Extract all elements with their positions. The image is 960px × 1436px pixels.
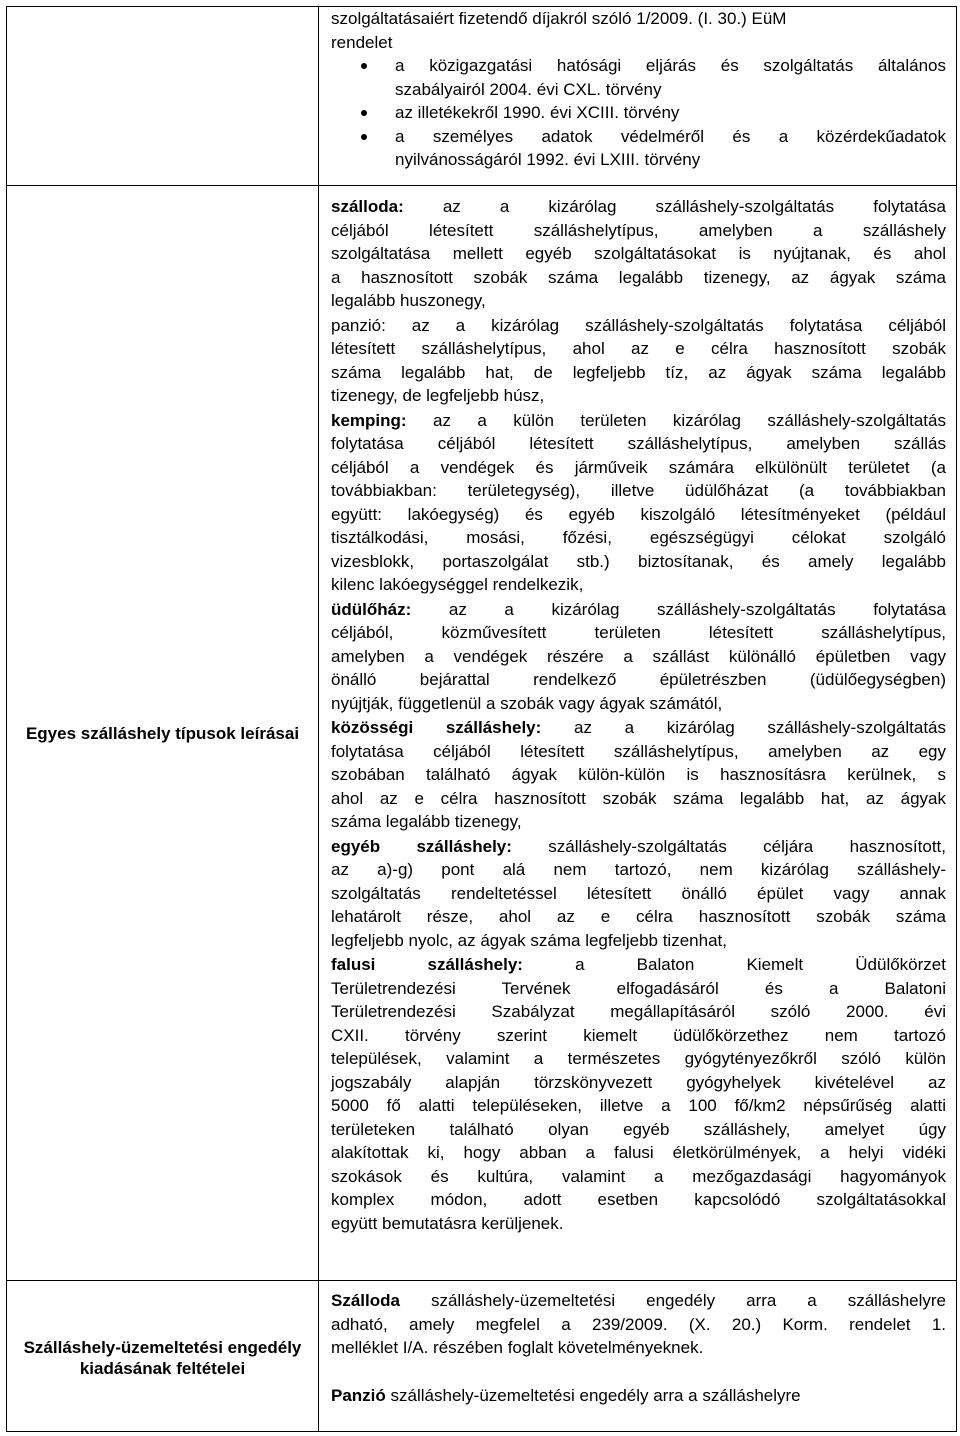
row-header-cell [7,7,319,186]
definition-paragraph [331,835,946,953]
definition-paragraph [331,314,946,408]
line-text: céljából létesített szálláshelytípus, amelyben a szálláshely [331,220,946,240]
text-line [331,882,946,906]
line-text: létesített szálláshelytípus, ahol az e célra hasznosított szobák [331,339,946,358]
list-item [331,101,946,125]
text-line [331,645,946,669]
intro-line: rendelet [331,32,393,52]
text-line [331,1289,946,1313]
law-line: a közigazgatási hatósági eljárás és szolgáltatás általános [395,56,946,75]
text-line [331,242,946,266]
row-content-cell [319,7,957,186]
text-line [331,1141,946,1165]
text-line [331,787,946,811]
text-line [331,337,946,361]
law-line: szabályairól 2004. évi CXL. törvény [395,79,662,99]
line-text: legalább huszonegy, [331,291,486,310]
text-line [331,526,946,550]
line-text: önálló bejárattal rendelkező épületrészben (üdülőegységben) [331,670,946,689]
text-line [331,195,946,219]
line-text: folytatása céljából létesített szálláshelytípus, amelyben szállás [331,434,946,453]
line-text: szálláshely-szolgáltatás céljára hasznosított, [548,836,946,856]
line-text: alakítottak ki, hogy abban a falusi életkörülmények, a helyi vidéki [331,1143,946,1162]
term-label: közösségi szálláshely: [331,718,542,737]
line-text: amelyben a vendégek részére a szállást különálló épületben vagy [331,646,946,666]
term-label: Panzió [331,1385,386,1405]
line-text: lehatárolt része, ahol az e célra hasznosított szobák száma [331,907,946,926]
text-line [331,740,946,764]
term-label: Szálloda [331,1291,400,1310]
text-line [331,692,946,716]
row-header-cell [7,186,319,1281]
line-text: Területrendezési Szabályzat megállapításáról szóló 2000. évi [331,1002,946,1021]
bullet-icon [361,63,367,69]
text-line [331,384,946,408]
line-text: a hasznosított szobák száma legalább tizenegy, az ágyak száma [331,267,946,287]
text-line [331,550,946,574]
list-item [331,125,946,172]
line-text: területeken található olyan egyéb szálláshely, amelyet úgy [331,1119,946,1139]
text-line [331,763,946,787]
text-line [331,835,946,859]
definition-paragraph [331,409,946,597]
text-line [331,1024,946,1048]
line-text: települések, valamint a természetes gyógytényezőkről szóló külön [331,1049,946,1068]
law-line: nyilvánosságáról 1992. évi LXIII. törvény [395,150,701,169]
term-label: egyéb szálláshely: [331,836,512,856]
line-text: szolgáltatása mellett egyéb szolgáltatásokat is nyújtanak, és ahol [331,244,946,263]
text-line [331,1000,946,1024]
bullet-icon [361,110,367,116]
text-line [331,361,946,385]
definition-paragraph [331,1384,946,1408]
text-line [331,314,946,338]
line-text: szolgáltatás rendeltetéssel létesített önálló épület vagy annak [331,883,946,903]
term-label: falusi szálláshely: [331,955,523,974]
text-line [331,1047,946,1071]
text-line [331,432,946,456]
line-text: ahol az e célra hasznosított szobák száma legalább hat, az ágyak [331,788,946,808]
text-line [331,1118,946,1142]
table-row [7,7,957,186]
bullet-icon [361,134,367,140]
line-text: továbbiakban: területegység), illetve üdülőházat (a továbbiakban [331,481,946,500]
line-text: az a kizárólag szálláshely-szolgáltatás [573,718,946,737]
regulation-table [6,6,957,1432]
definition-paragraph [331,953,946,1235]
line-text: az a kizárólag szálláshely-szolgáltatás folytatása [442,197,946,216]
line-text: száma legalább tizenegy, [331,812,522,831]
text-line [331,1336,946,1360]
line-text: panzió: az a kizárólag szálláshely-szolgáltatás folytatása céljából [331,315,946,335]
text-line [331,266,946,290]
line-text: a Balaton Kiemelt Üdülőkörzet [575,955,946,974]
text-line [331,1071,946,1095]
conditions-block [319,1281,956,1431]
text-line [331,456,946,480]
text-line [331,1212,946,1236]
definition-paragraph [331,716,946,834]
definition-paragraph [331,195,946,313]
term-label: üdülőház: [331,599,412,619]
line-text: az a kizárólag szálláshely-szolgáltatás folytatása [448,599,946,619]
line-text: legfeljebb nyolc, az ágyak száma legfeljebb tizenhat, [331,930,727,950]
law-line: az illetékekről 1990. évi XCIII. törvény [395,103,680,122]
definitions-block [319,186,956,1236]
row-header-cell [7,1281,319,1432]
text-line [331,409,946,433]
text-line [331,668,946,692]
text-line [331,1165,946,1189]
definition-paragraph [331,1289,946,1360]
line-text: az a külön területen kizárólag szálláshely-szolgáltatás [433,410,946,430]
line-text: CXII. törvény szerint kiemelt üdülőkörzethez nem tartozó [331,1025,946,1045]
table-row [7,1281,957,1432]
row-content-cell [319,1281,957,1432]
line-text: folytatása céljából létesített szálláshelytípus, amelyben az egy [331,741,946,761]
line-text: komplex módon, adott esetben kapcsolódó szolgáltatásokkal [331,1190,946,1209]
line-text: együtt: lakóegység) és egyéb kiszolgáló létesítményeket (például [331,504,946,524]
text-line [331,929,946,953]
line-text: tisztálkodási, mosási, főzési, egészségügyi célokat szolgáló [331,528,946,547]
text-line [331,503,946,527]
text-line [331,810,946,834]
line-text: együtt bemutatásra kerüljenek. [331,1213,564,1233]
row-header-title: Szálláshely-üzemeltetési engedély kiadásának feltételei [23,1338,302,1378]
text-line [331,1188,946,1212]
intro-line: szolgáltatásaiért fizetendő díjakról szóló 1/2009. (I. 30.) EüM [331,9,787,28]
line-text: melléklet I/A. részében foglalt követelményeknek. [331,1338,704,1357]
line-text: Területrendezési Tervének elfogadásáról és a Balatoni [331,978,946,998]
text-line [331,1313,946,1337]
text-line [331,1384,946,1408]
line-text: szokások és kultúra, valamint a mezőgazdasági hagyományok [331,1166,946,1186]
line-text: tizenegy, de legfeljebb húsz, [331,386,545,405]
line-text: szobában található ágyak külön-külön is hasznosításra kerülnek, s [331,765,946,784]
line-text: 5000 fő alatti településeken, illetve a 100 fő/km2 népsűrűség alatti [331,1096,946,1115]
line-text: szálláshely-üzemeltetési engedély arra a szálláshelyre [430,1291,946,1310]
text-line [331,598,946,622]
definition-paragraph [331,598,946,716]
text-line [331,289,946,313]
line-text: adható, amely megfelel a 239/2009. (X. 20.) Korm. rendelet 1. [331,1314,946,1334]
line-text: szálláshely-üzemeltetési engedély arra a szálláshelyre [390,1385,801,1405]
row-content-cell [319,186,957,1281]
text-line [331,977,946,1001]
line-text: céljából a vendégek és járműveik számára elkülönült területet (a [331,457,946,477]
term-label: szálloda: [331,197,404,216]
text-line [331,573,946,597]
line-text: vizesblokk, portaszolgálat stb.) biztosítanak, és amely legalább [331,551,946,571]
line-text: céljából, közművesített területen létesített szálláshelytípus, [331,623,946,642]
line-text: száma legalább hat, de legfeljebb tíz, az ágyak száma legalább [331,362,946,382]
text-line [331,1094,946,1118]
text-line [331,219,946,243]
line-text: az a)-g) pont alá nem tartozó, nem kizárólag szálláshely- [331,860,946,879]
list-item [331,54,946,101]
line-text: nyújtják, függetlenül a szobák vagy ágyak számától, [331,693,723,713]
text-line [331,953,946,977]
text-line [331,716,946,740]
text-line [331,621,946,645]
text-line [331,479,946,503]
law-line: a személyes adatok védelméről és a közérdekűadatok [395,126,946,146]
table-row [7,186,957,1281]
line-text: kilenc lakóegységgel rendelkezik, [331,575,584,594]
law-list [331,54,946,172]
line-text: jogszabály alapján törzskönyvezett gyógyhelyek kivételével az [331,1072,946,1092]
term-label: kemping: [331,410,407,430]
text-line [331,905,946,929]
row-header-title: Egyes szálláshely típusok leírásai [25,723,300,743]
text-line [331,858,946,882]
